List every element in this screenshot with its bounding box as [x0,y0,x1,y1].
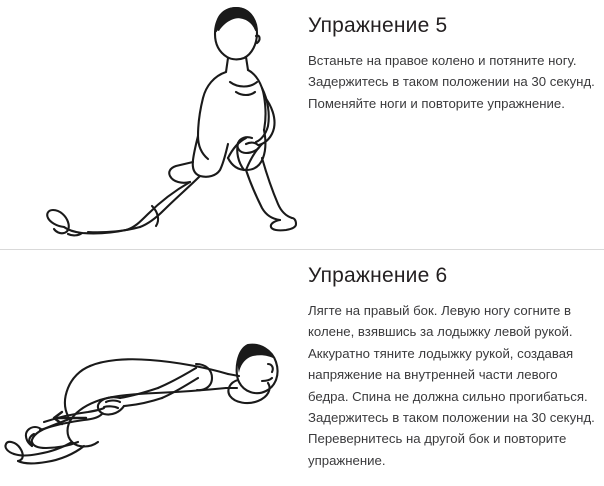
exercise-5-body: Встаньте на правое колено и потяните ногу. Задержитесь в таком положении на 30 секунд. Поменяйте ноги и повторите упражнение. [308,53,595,111]
exercise-6-title: Упражнение 6 [308,264,448,287]
exercise-5-text [308,14,598,114]
exercise-6-body: Лягте на правый бок. Левую ногу согните в колене, взявшись за лодыжку левой рукой. Аккуратно тяните лодыжку рукой, создавая напряжение на внутренней части левого бедра. Спина не должна сильно прогибаться. Задержитесь в таком положении на 30 секунд. Перевернитесь на другой бок и повторите упражнение. [308,303,595,468]
exercise-5-title: Упражнение 5 [308,14,448,37]
exercise-block-6 [0,250,604,486]
kneeling-lunge-stretch-figure [0,0,310,250]
exercise-6-text [308,264,598,471]
side-lying-quad-stretch-figure [0,250,310,486]
